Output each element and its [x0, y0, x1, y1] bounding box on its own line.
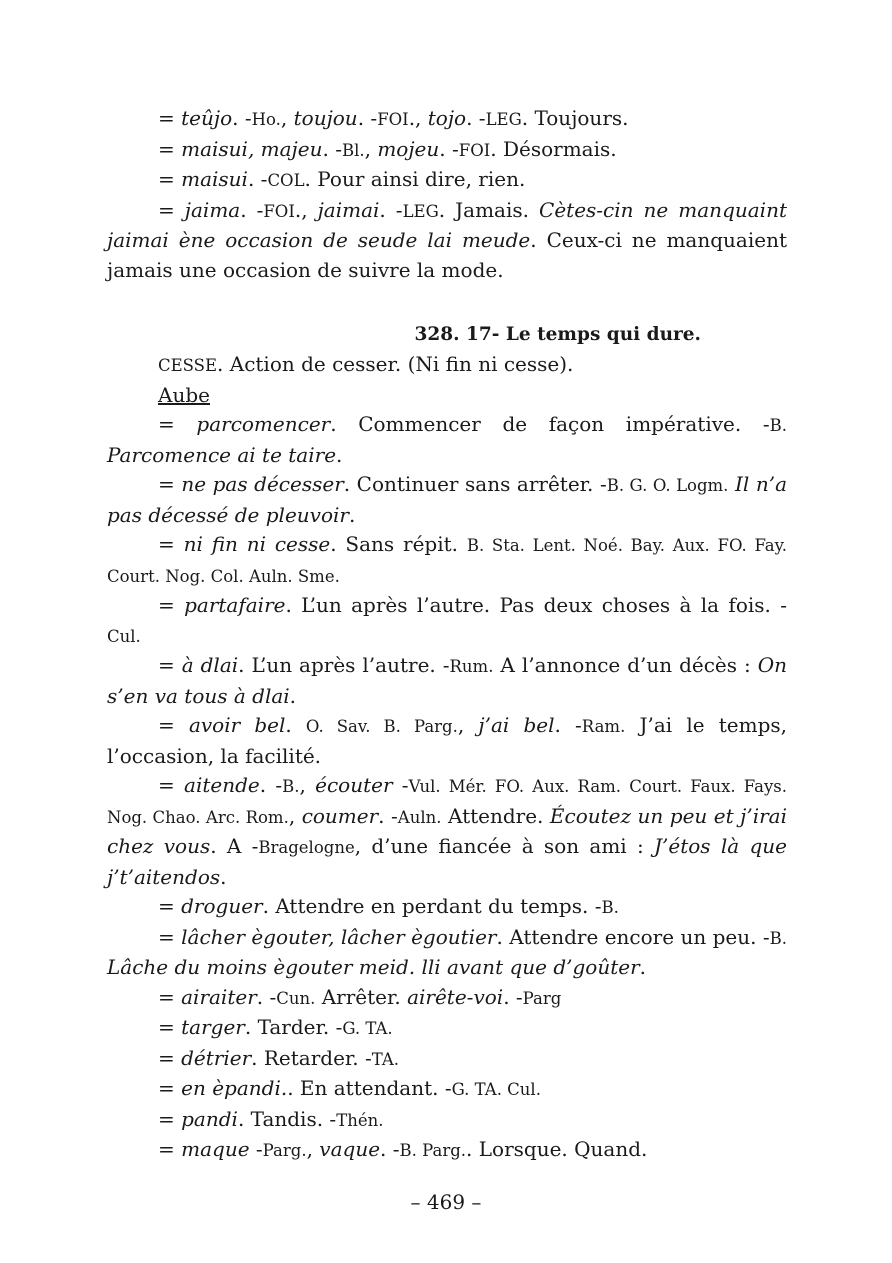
entry-italic-text: maisui, majeu [181, 136, 323, 161]
entry-italic-text: avoir bel [188, 713, 286, 737]
entry-source-abbrev: B. [282, 777, 300, 796]
entry-text: = [158, 894, 182, 918]
entry-source-abbrev: B. [769, 928, 788, 948]
entry-text: = [158, 136, 182, 161]
entry-text: . [285, 713, 306, 737]
entry-text: = [158, 197, 185, 222]
entry-italic-text: parcomencer [196, 412, 331, 436]
entry-source-abbrev: Ram. [581, 717, 626, 736]
entry-italic-text: j’ai bel [478, 713, 555, 737]
page-body [107, 104, 787, 1166]
entry-text: . - [554, 713, 582, 737]
entry-text: . Sans répit. [330, 532, 467, 556]
entry-italic-text: en èpandi. [181, 1076, 288, 1100]
entry-source-abbrev: CESSE [158, 356, 218, 375]
page-number: – 469 – [410, 1190, 482, 1214]
entry-source-abbrev: LEG [485, 110, 522, 129]
entry-source-abbrev: Bl. [341, 140, 365, 160]
entry-text: = [158, 773, 185, 797]
entry-source-abbrev: B. Sta. Lent. Noé. Bay. Aux. FO. Fay. Court. Nog. Col. Auln. Sme. [107, 536, 788, 586]
dictionary-entry [107, 381, 787, 411]
dictionary-entry [107, 1135, 787, 1166]
entry-text: . Toujours. [521, 106, 629, 130]
entry-text: . En attendant. - [287, 1076, 452, 1100]
entry-italic-text: toujou [293, 106, 358, 130]
entry-text: . - [439, 136, 459, 161]
entry-italic-text: Parcomence ai te taire [107, 442, 337, 467]
entry-italic-text: airaiter [181, 984, 257, 1009]
dictionary-entry [107, 1105, 787, 1136]
dictionary-entry [107, 591, 787, 651]
entry-text: . - [232, 106, 252, 130]
entry-italic-text: Il n’a pas décessé de pleuvoir [107, 472, 787, 527]
entry-source-abbrev: Ho. [251, 110, 281, 129]
entry-italic-text: maque [181, 1137, 250, 1161]
entry-text: . [336, 442, 343, 467]
entry-text: . - [247, 167, 268, 191]
dictionary-entry [107, 983, 787, 1014]
entry-text: - [249, 1137, 263, 1161]
entry-text: . - [503, 984, 523, 1009]
entry-source-abbrev: Thén. [336, 1110, 384, 1130]
entry-text: . Attendre encore un peu. - [496, 924, 770, 949]
entry-text: . Tandis. - [237, 1106, 337, 1131]
entry-source-abbrev: G. TA. [342, 1019, 393, 1038]
entry-text: . L’un après l’autre. Pas deux choses à la fois. - [285, 593, 787, 617]
dictionary-entry [107, 892, 787, 923]
paragraph-group-bottom [107, 350, 787, 1166]
entry-text: = [158, 532, 184, 556]
entry-text: = [158, 1137, 182, 1161]
dictionary-entry [107, 923, 787, 983]
entry-italic-text: Écoutez un peu et j’irai chez vous [107, 803, 787, 858]
entry-text: . - [378, 803, 398, 828]
entry-text: , [299, 773, 316, 797]
entry-text: = [158, 1076, 182, 1100]
entry-text: . Lorsque. Quand. [466, 1137, 648, 1161]
entry-italic-text: airête-voi [407, 984, 504, 1009]
entry-italic-text: jaimai [317, 197, 380, 222]
entry-text: . - [357, 106, 378, 130]
entry-text: . [220, 864, 227, 889]
dictionary-entry [107, 470, 787, 530]
entry-text: A l’annonce d’un décès : [493, 653, 758, 677]
entry-source-abbrev: FOI [458, 140, 491, 160]
entry-text: . Tarder. - [244, 1015, 343, 1039]
entry-italic-text: droguer [181, 894, 263, 918]
entry-italic-text: aitende [184, 773, 260, 797]
dictionary-entry [107, 410, 787, 470]
entry-italic-text: détrier [181, 1045, 252, 1070]
entry-text: . Continuer sans arrêter. - [343, 472, 607, 496]
entry-text: . Ceux-ci ne manquaient jamais une occasion de suivre la mode. [107, 228, 787, 282]
entry-italic-text: ne pas décesser [181, 472, 344, 496]
entry-text: , [288, 803, 302, 828]
entry-source-abbrev: Auln. [397, 807, 442, 827]
entry-text: ., [294, 197, 318, 222]
entry-text: . Jamais. [438, 197, 540, 222]
entry-source-abbrev: Rum. [449, 657, 494, 676]
entry-source-abbrev: G. TA. Cul. [451, 1080, 541, 1099]
dictionary-entry [107, 530, 787, 591]
entry-source-abbrev: B. [601, 898, 619, 917]
entry-text: . [639, 955, 647, 979]
entry-text: . - [466, 106, 486, 130]
entry-source-abbrev: LEG [402, 201, 439, 221]
entry-italic-text: targer [181, 1015, 245, 1039]
entry-text: . L’un après l’autre. - [238, 653, 450, 677]
entry-text: . Pour ainsi dire, rien. [304, 167, 526, 191]
entry-italic-text: lâcher ègouter, lâcher ègoutier [181, 924, 497, 949]
entry-italic-text: coumer [301, 803, 379, 828]
entry-text: - [392, 773, 409, 797]
entry-text: Arrêter. [315, 984, 408, 1009]
entry-source-abbrev: B. Parg. [399, 1141, 467, 1160]
entry-source-abbrev: O. Sav. B. Parg. [305, 717, 458, 736]
entry-italic-text: à dlai [181, 653, 239, 677]
entry-text: , [306, 1137, 320, 1161]
entry-text: = [158, 106, 182, 130]
entry-text: . - [240, 197, 264, 222]
entry-italic-text: Cètes-cin ne manquaint jaimai ène occasion de seude lai meude [107, 197, 787, 252]
entry-italic-text: J’étos là que j’t’aitendos [107, 834, 787, 889]
entry-text: . - [256, 984, 277, 1009]
dictionary-entry [107, 651, 787, 711]
entry-text: . Désormais. [490, 136, 617, 161]
entry-source-abbrev: Cun. [276, 988, 316, 1008]
entry-italic-text: pandi [181, 1106, 238, 1131]
entry-text: = [158, 593, 185, 617]
dictionary-entry [107, 1013, 787, 1044]
entry-source-abbrev: FOI [377, 110, 409, 129]
entry-italic-text: ni fin ni cesse [183, 532, 331, 556]
entry-italic-text: écouter [315, 773, 393, 797]
section-heading: 328. 17- Le temps qui dure. [414, 324, 701, 345]
entry-text: J’ai le temps, l’occasion, la facilité. [107, 713, 787, 768]
dictionary-entry [107, 771, 787, 892]
entry-text: . - [259, 773, 283, 797]
dictionary-entry [107, 165, 787, 196]
entry-source-abbrev: Parg [522, 988, 562, 1008]
paragraph-group-top [107, 104, 787, 285]
entry-text: = [158, 924, 182, 949]
entry-italic-text: On s’en va tous à dlai [107, 653, 787, 708]
entry-text: , [457, 713, 479, 737]
dictionary-entry [107, 1074, 787, 1105]
entry-italic-text: mojeu [377, 136, 440, 161]
entry-italic-text: vaque [319, 1137, 381, 1161]
entry-italic-text: Lâche du moins ègouter meid. lli avant que d’goûter [107, 955, 640, 979]
entry-italic-text: tojo [427, 106, 467, 130]
entry-source-abbrev: Vul. Mér. FO. Aux. Ram. Court. Faux. Fays. Nog. Chao. Arc. Rom. [107, 777, 787, 827]
entry-text: ., [408, 106, 428, 130]
entry-source-abbrev: Parg. [262, 1141, 307, 1160]
entry-text: . A - [210, 834, 259, 858]
entry-text: = [158, 1045, 182, 1070]
entry-text: = [158, 1106, 182, 1131]
entry-text: . - [380, 1137, 400, 1161]
dictionary-entry [107, 1044, 787, 1075]
entry-source-abbrev: FOI [263, 201, 295, 221]
entry-source-abbrev: B. G. O. Logm. [606, 476, 729, 495]
entry-text: . Commencer de façon impérative. - [330, 412, 770, 436]
entry-source-abbrev: B. [769, 416, 787, 435]
entry-text: = [158, 1015, 182, 1039]
entry-text: = [158, 984, 182, 1009]
entry-text: , [364, 136, 378, 161]
entry-text: = [158, 713, 189, 737]
dictionary-entry [107, 104, 787, 135]
dictionary-entry [107, 711, 787, 771]
entry-source-abbrev: Cul. [107, 626, 141, 646]
entry-text: = [158, 653, 182, 677]
entry-italic-text: teûjo [181, 106, 233, 130]
entry-italic-text: maisui [181, 167, 248, 191]
entry-text: Attendre. [441, 803, 550, 828]
entry-text: , d’une fiancée à son ami : [354, 834, 655, 858]
entry-text: . [289, 683, 297, 708]
dictionary-entry [107, 196, 787, 286]
entry-text: . - [322, 136, 342, 161]
entry-source-abbrev: TA. [371, 1049, 400, 1069]
entry-italic-text: partafaire [184, 593, 286, 617]
dictionary-entry [107, 135, 787, 166]
entry-text: , [280, 106, 294, 130]
entry-text: . Attendre en perdant du temps. - [262, 894, 602, 918]
entry-text: . - [379, 197, 403, 222]
entry-text: . Retarder. - [251, 1045, 372, 1070]
entry-text: . Action de cesser. (Ni fin ni cesse). [217, 352, 574, 376]
entry-text: . [348, 502, 356, 527]
entry-source-abbrev: Bragelogne [258, 838, 355, 857]
entry-source-abbrev: COL [267, 171, 305, 190]
entry-italic-text: jaima [184, 197, 241, 222]
dictionary-entry [107, 350, 787, 381]
entry-text: = [158, 472, 182, 496]
entry-text: = [158, 167, 182, 191]
region-label: Aube [158, 382, 210, 407]
entry-text: = [158, 412, 197, 436]
